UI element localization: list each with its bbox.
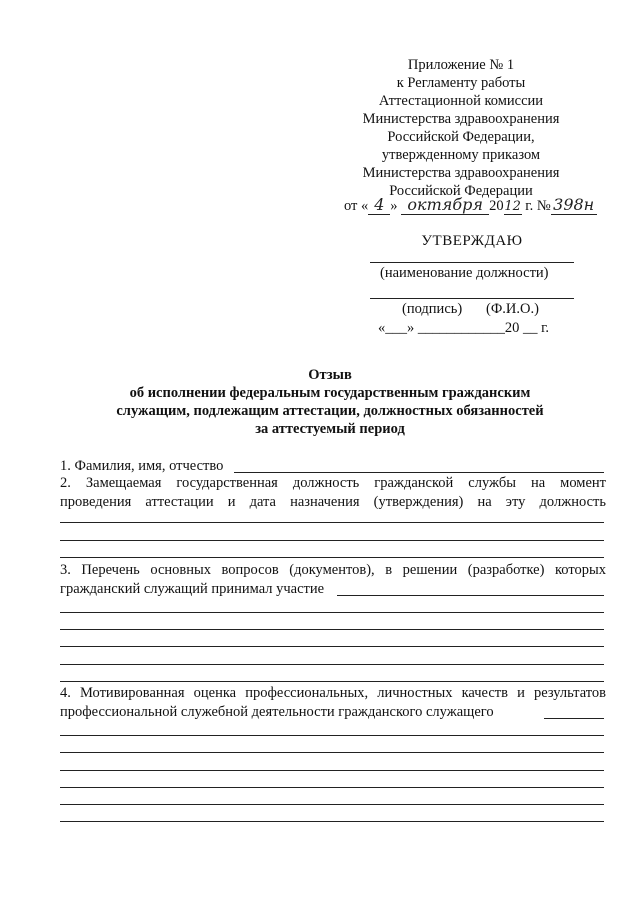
order-day: 4 bbox=[368, 195, 390, 215]
order-year: 12 bbox=[504, 199, 521, 214]
item-3-answer-line bbox=[60, 681, 604, 682]
order-number-label: г. № bbox=[525, 198, 551, 214]
item-2-line1: 2. Замещаемая государственная должность гражданской службы на момент bbox=[60, 475, 606, 491]
approve-heading: УТВЕРЖДАЮ bbox=[421, 233, 523, 249]
name-caption: (Ф.И.О.) bbox=[486, 301, 539, 317]
document-title bbox=[60, 366, 600, 438]
order-mid: » bbox=[390, 198, 398, 214]
fio-field-line bbox=[234, 472, 604, 473]
appendix-header bbox=[318, 56, 604, 200]
appendix-line: Министерства здравоохранения bbox=[362, 111, 560, 127]
appendix-line: к Регламенту работы bbox=[396, 75, 526, 91]
item-3-answer-line bbox=[60, 629, 604, 630]
item-4-line1: 4. Мотивированная оценка профессиональных, личностных качеств и результатов bbox=[60, 685, 606, 701]
item-3-answer-line bbox=[337, 595, 604, 596]
appendix-line: Российской Федерации, bbox=[387, 129, 535, 145]
item-4-answer-line bbox=[60, 735, 604, 736]
title-line: об исполнении федеральным государственным гражданским bbox=[129, 385, 531, 401]
position-caption: (наименование должности) bbox=[380, 265, 549, 281]
order-prefix: от « bbox=[344, 198, 369, 214]
appendix-line: Российской Федерации bbox=[389, 183, 533, 199]
order-month: октября bbox=[401, 195, 489, 215]
order-number: 398н bbox=[551, 195, 597, 215]
item-4-answer-line bbox=[60, 821, 604, 822]
item-4-line2: профессиональной служебной деятельности гражданского служащего bbox=[60, 704, 494, 720]
title-line: служащим, подлежащим аттестации, должностных обязанностей bbox=[116, 403, 544, 419]
appendix-line: Аттестационной комиссии bbox=[378, 93, 544, 109]
title-line: за аттестуемый период bbox=[255, 421, 405, 437]
item-4-answer-line bbox=[60, 770, 604, 771]
item-2-answer-line bbox=[60, 540, 604, 541]
appendix-line: Министерства здравоохранения bbox=[362, 165, 560, 181]
item-4-answer-line bbox=[60, 787, 604, 788]
item-3-line2: гражданский служащий принимал участие bbox=[60, 581, 325, 597]
item-3-line1: 3. Перечень основных вопросов (документов), в решении (разработке) которых bbox=[60, 562, 606, 578]
signature-line bbox=[370, 298, 574, 299]
title-line: Отзыв bbox=[308, 367, 352, 383]
item-3-answer-line bbox=[60, 612, 604, 613]
item-3-answer-line bbox=[60, 646, 604, 647]
item-1-label: 1. Фамилия, имя, отчество bbox=[60, 458, 224, 474]
position-line bbox=[370, 262, 574, 263]
item-4-answer-line bbox=[60, 752, 604, 753]
item-2-answer-line bbox=[60, 522, 604, 523]
item-4-answer-line bbox=[60, 804, 604, 805]
signature-caption: (подпись) bbox=[402, 301, 463, 317]
item-4-answer-line bbox=[544, 718, 604, 719]
item-2-answer-line bbox=[60, 557, 604, 558]
item-2-line2: проведения аттестации и дата назначения (утверждения) на эту должность bbox=[60, 494, 606, 510]
approval-date-line: «___» ____________20 __ г. bbox=[378, 320, 550, 336]
order-year-prefix: 20 bbox=[489, 198, 504, 214]
order-date-line bbox=[344, 195, 634, 215]
item-3-answer-line bbox=[60, 664, 604, 665]
appendix-line: Приложение № 1 bbox=[407, 57, 515, 73]
appendix-line: утвержденному приказом bbox=[381, 147, 541, 163]
